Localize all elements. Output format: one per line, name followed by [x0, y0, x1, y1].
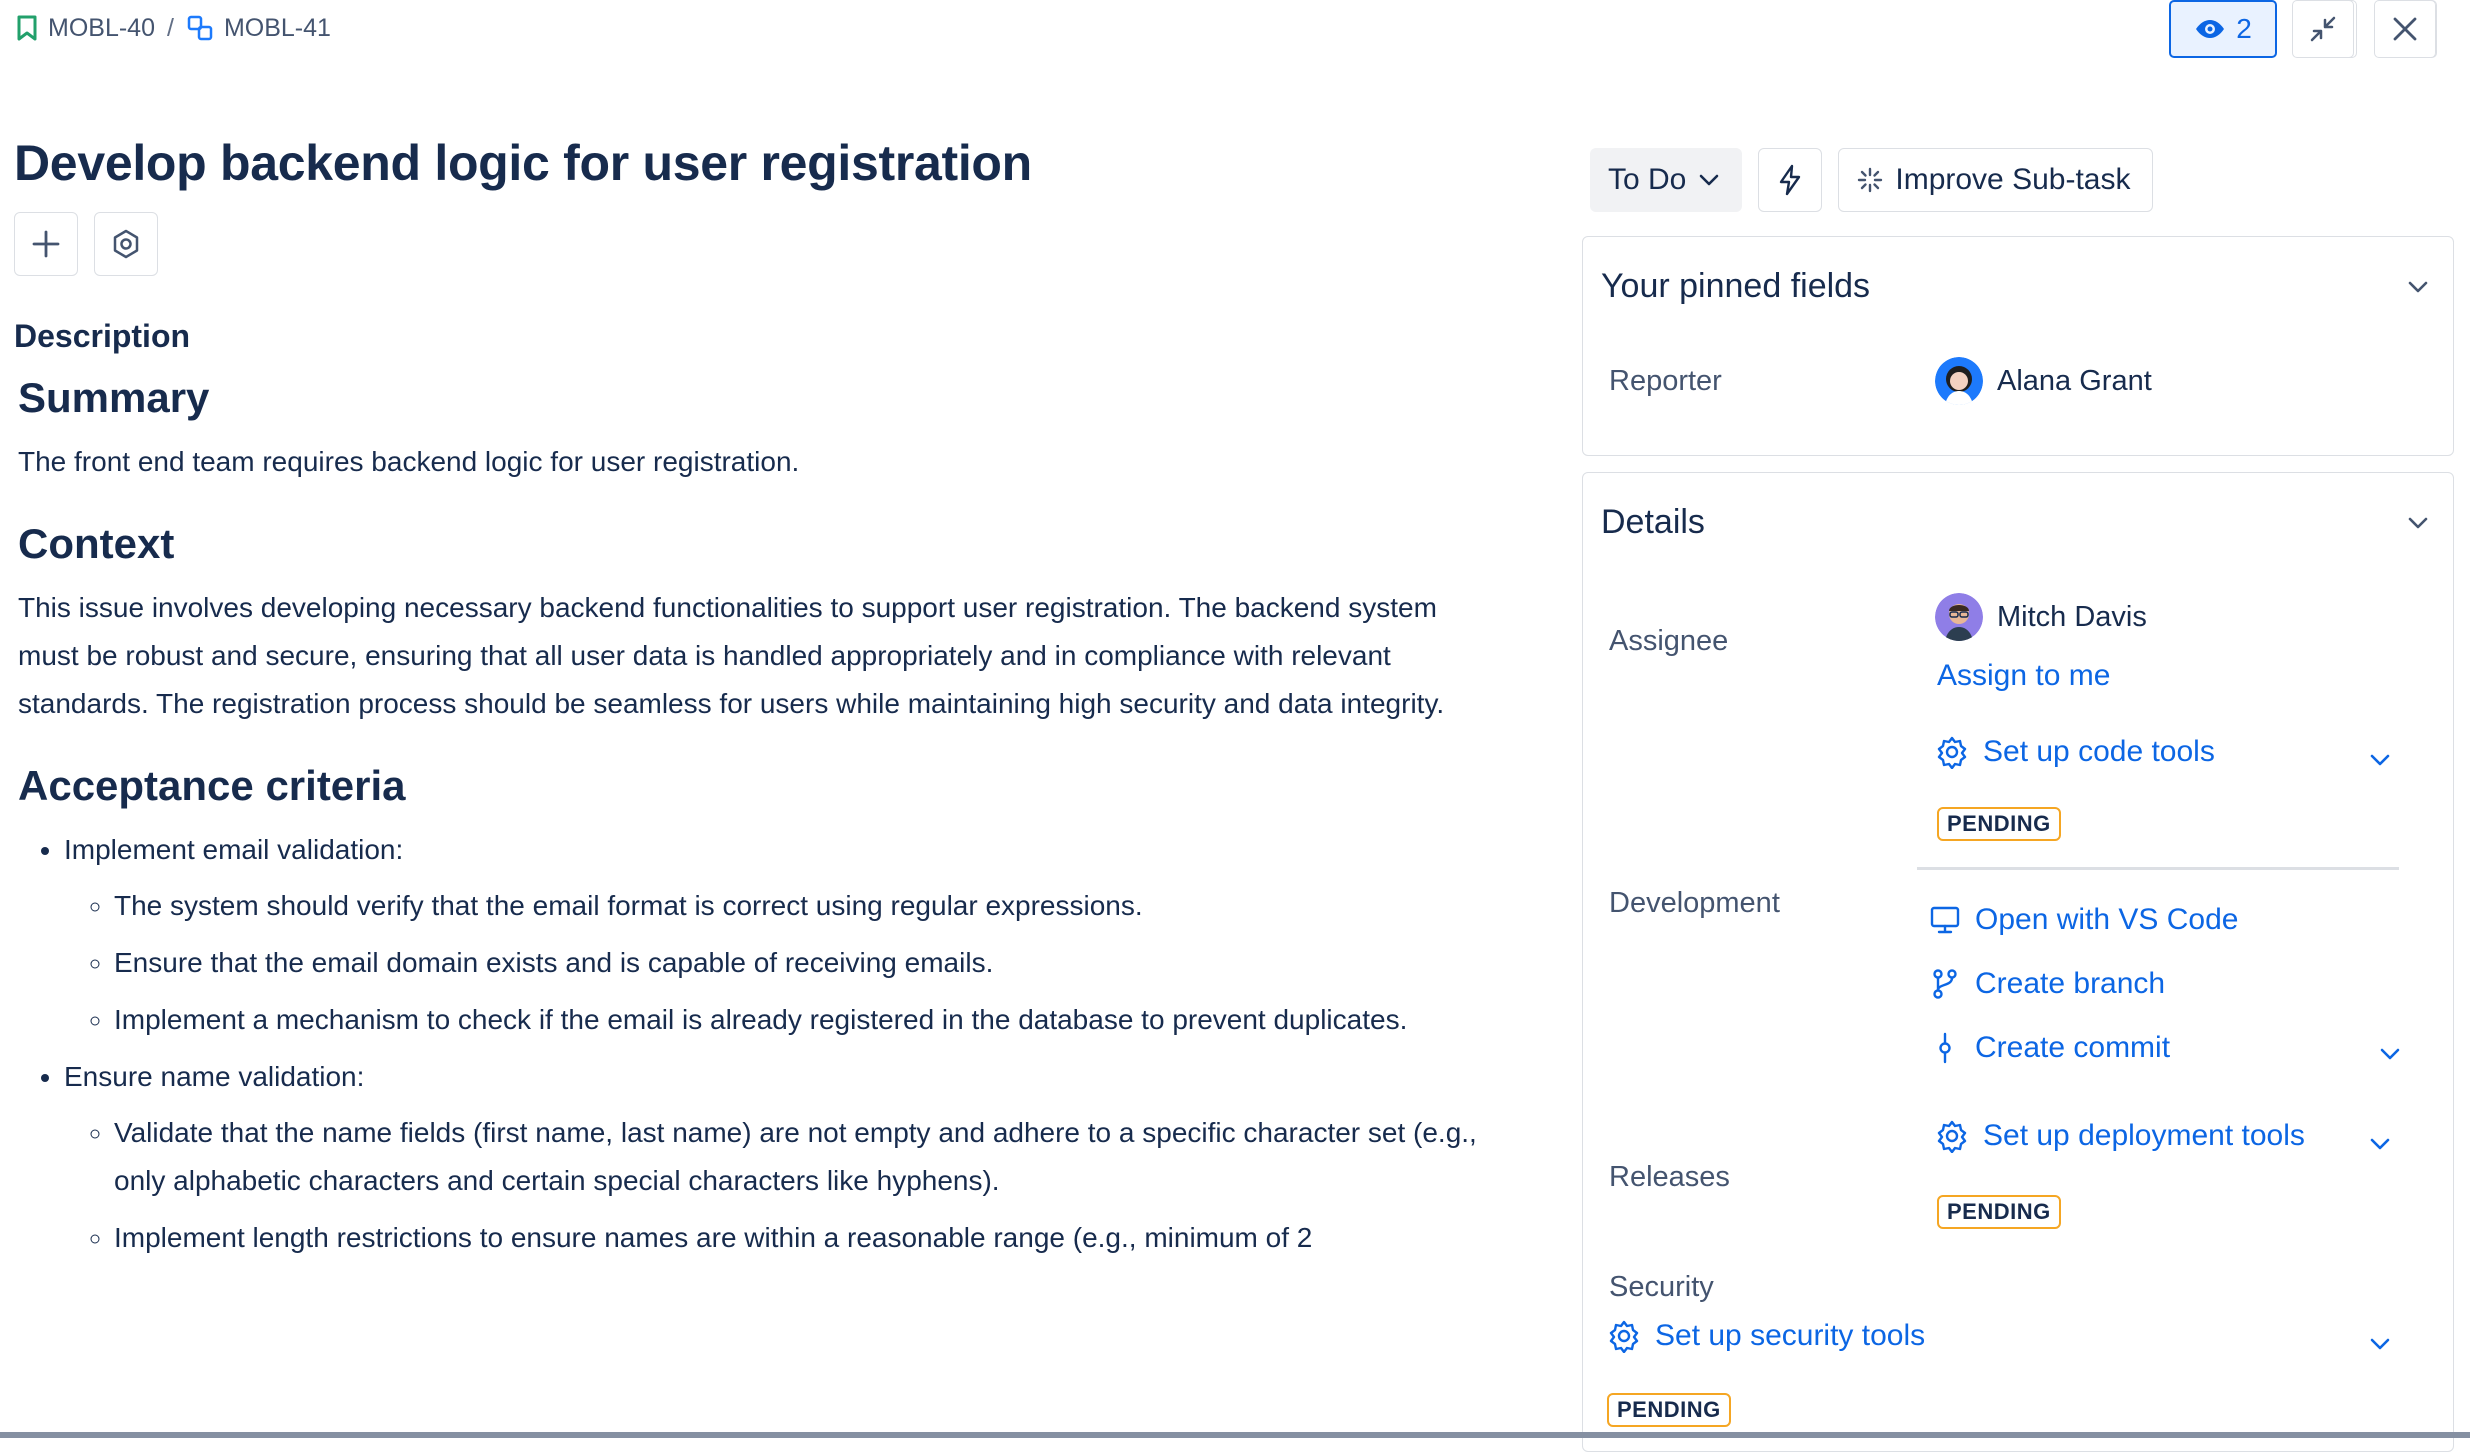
breadcrumb-parent-label: MOBL-40: [48, 13, 155, 42]
add-button[interactable]: [14, 212, 78, 276]
branch-icon: [1929, 968, 1961, 1000]
list-item: ◦ Ensure that the email domain exists and is capable of receiving emails.: [114, 939, 1498, 987]
divider: [1917, 867, 2399, 870]
breadcrumb-separator: /: [166, 13, 174, 42]
plus-icon: [30, 228, 62, 260]
status-label: To Do: [1608, 163, 1687, 196]
monitor-icon: [1929, 905, 1961, 935]
reporter-name: Alana Grant: [1997, 364, 2152, 397]
development-label: Development: [1609, 887, 1780, 919]
breadcrumb-parent[interactable]: [16, 14, 155, 43]
gear-icon: [1935, 1119, 1969, 1153]
status-dropdown[interactable]: [1590, 148, 1742, 212]
assign-to-me-link[interactable]: Assign to me: [1937, 659, 2111, 692]
sparkle-icon: [1857, 167, 1883, 193]
security-label: Security: [1609, 1271, 1714, 1303]
chevron-down-icon: [1698, 173, 1720, 187]
status-badge: PENDING: [1607, 1393, 1731, 1427]
list-item: ◦ Implement length restrictions to ensure names are within a reasonable range (e.g., minimum of 2: [114, 1214, 1498, 1262]
close-button[interactable]: [2374, 0, 2436, 58]
issue-title[interactable]: Develop backend logic for user registration: [14, 135, 1032, 191]
list-item: • Ensure name validation: ◦ Validate that the name fields (first name, last name) are not empty and adhere to a specific character set (e.g., only alphabetic characters and certain special characters like hyphens). ◦ Implement length restrictions to ensure names are within a reasonable range (e.g., minimum of 2: [64, 1053, 1498, 1262]
status-badge: PENDING: [1937, 1195, 2061, 1229]
improve-subtask-button[interactable]: [1838, 148, 2153, 212]
subtask-icon: [186, 14, 214, 42]
eye-icon: [2194, 18, 2226, 40]
bottom-scrollbar[interactable]: [0, 1432, 2470, 1438]
criteria-list: [18, 826, 1498, 1262]
list-item: ◦ The system should verify that the email format is correct using regular expressions.: [114, 882, 1498, 930]
summary-heading: Summary: [18, 374, 210, 421]
create-commit-link[interactable]: [1929, 1031, 2170, 1065]
list-item: ◦ Validate that the name fields (first name, last name) are not empty and adhere to a specific character set (e.g., only alphabetic characters and certain special characters like hyphens).: [114, 1109, 1498, 1205]
releases-label: Releases: [1609, 1161, 1730, 1193]
breadcrumb-current[interactable]: [186, 14, 331, 43]
pinned-fields-header[interactable]: [1601, 267, 2429, 306]
commit-icon: [1929, 1032, 1961, 1064]
create-branch-link[interactable]: [1929, 967, 2165, 1001]
details-header[interactable]: [1601, 503, 2429, 542]
chevron-down-icon[interactable]: [2369, 1337, 2391, 1351]
pinned-fields-heading: Your pinned fields: [1601, 267, 1871, 305]
setup-security-link[interactable]: [1607, 1319, 1925, 1353]
chevron-down-icon[interactable]: [2369, 753, 2391, 767]
context-heading: Context: [18, 520, 175, 567]
list-item: ◦ Implement a mechanism to check if the email is already registered in the database to prevent duplicates.: [114, 996, 1498, 1044]
lightning-icon: [1777, 164, 1803, 196]
details-card: [1582, 472, 2454, 1452]
open-vscode-link[interactable]: [1929, 903, 2238, 937]
avatar: [1935, 357, 1983, 405]
setup-deployment-label: Set up deployment tools: [1983, 1119, 2305, 1152]
breadcrumb-current-label: MOBL-41: [223, 13, 331, 42]
gear-icon: [1935, 735, 1969, 769]
reporter-value[interactable]: [1935, 357, 2152, 405]
assignee-value[interactable]: [1935, 593, 2147, 641]
setup-code-tools-link[interactable]: [1935, 735, 2215, 769]
list-item: • Implement email validation: ◦ The system should verify that the email format is correct using regular expressions. ◦ Ensure that the email domain exists and is capable of receiving emails. ◦ Implement a mechanism to check if the email is already registered in the database to prevent duplicates.: [64, 826, 1498, 1044]
automation-button[interactable]: [1758, 148, 1822, 212]
acceptance-criteria-heading: Acceptance criteria: [18, 762, 406, 809]
watch-button[interactable]: [2169, 0, 2277, 58]
gear-icon: [1607, 1319, 1641, 1353]
create-branch-label: Create branch: [1975, 967, 2166, 1000]
pinned-fields-card: [1582, 236, 2454, 456]
chevron-down-icon: [2407, 280, 2429, 294]
chevron-down-icon[interactable]: [2369, 1137, 2391, 1151]
open-vscode-label: Open with VS Code: [1975, 903, 2239, 936]
description-label: Description: [14, 318, 191, 354]
create-commit-label: Create commit: [1975, 1031, 2171, 1064]
assignee-label: Assignee: [1609, 625, 1729, 657]
hexagon-icon: [110, 228, 142, 260]
summary-text: The front end team requires backend logic for user registration.: [18, 446, 800, 477]
reporter-label: Reporter: [1609, 365, 1722, 397]
breadcrumb: [16, 12, 331, 44]
minimize-button[interactable]: [2292, 0, 2354, 58]
description-body[interactable]: [18, 360, 1498, 1271]
setup-code-tools-label: Set up code tools: [1983, 735, 2215, 768]
watch-count: 2: [2236, 13, 2252, 44]
apps-button[interactable]: [94, 212, 158, 276]
details-heading: Details: [1601, 503, 1705, 541]
chevron-down-icon[interactable]: [2379, 1047, 2401, 1061]
setup-deployment-link[interactable]: [1935, 1119, 2305, 1153]
context-text: This issue involves developing necessary backend functionalities to support user registration. The backend system must be robust and secure, ensuring that all user data is handled appropriately and in compliance with relevant standards. The registration process should be seamless for users while maintaining high security and data integrity.: [18, 592, 1445, 719]
setup-security-label: Set up security tools: [1655, 1319, 1926, 1352]
improve-subtask-label: Improve Sub-task: [1895, 163, 2131, 196]
status-row: [1590, 148, 2153, 212]
collapse-icon: [2309, 15, 2337, 43]
avatar: [1935, 593, 1983, 641]
status-badge: PENDING: [1937, 807, 2061, 841]
chevron-down-icon: [2407, 516, 2429, 530]
close-icon: [2392, 16, 2418, 42]
assignee-name: Mitch Davis: [1997, 600, 2147, 633]
bookmark-icon: [16, 15, 38, 41]
